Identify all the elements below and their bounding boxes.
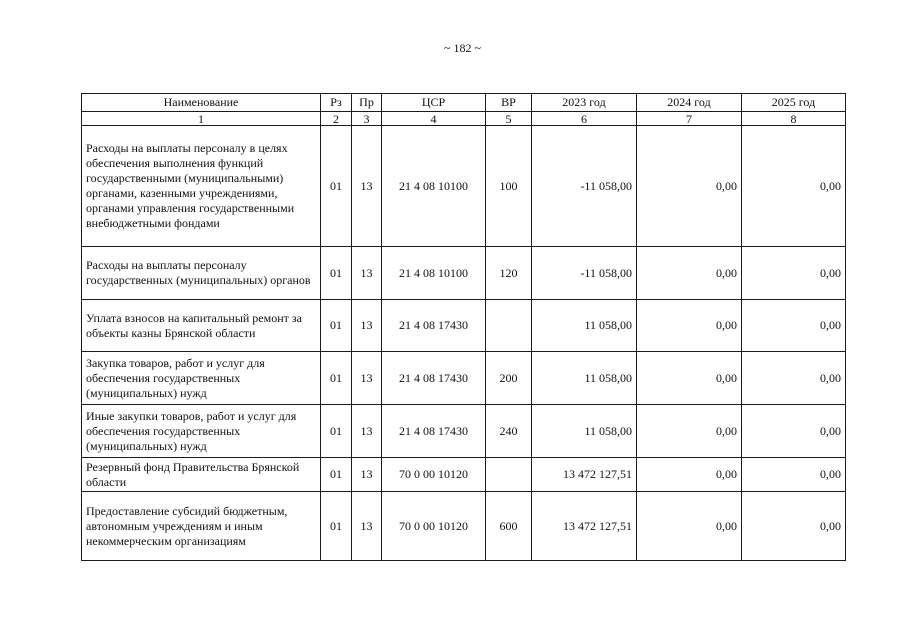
row-2024: 0,00 bbox=[637, 492, 742, 561]
row-2024: 0,00 bbox=[637, 458, 742, 492]
header-2024: 2024 год bbox=[637, 94, 742, 112]
header-2023: 2023 год bbox=[532, 94, 637, 112]
table-row bbox=[82, 352, 846, 405]
row-pr: 13 bbox=[352, 126, 382, 247]
table-row bbox=[82, 492, 846, 561]
row-2023: 11 058,00 bbox=[532, 405, 637, 458]
row-csr: 21 4 08 17430 bbox=[382, 352, 486, 405]
row-2025: 0,00 bbox=[742, 458, 846, 492]
header-rz: Рз bbox=[321, 94, 352, 112]
row-pr: 13 bbox=[352, 458, 382, 492]
row-pr: 13 bbox=[352, 247, 382, 300]
row-2023: 11 058,00 bbox=[532, 300, 637, 352]
column-number: 8 bbox=[742, 112, 846, 126]
row-name: Предоставление субсидий бюджетным, автономным учреждениям и иным некоммерческим организациям bbox=[82, 492, 321, 561]
row-2024: 0,00 bbox=[637, 405, 742, 458]
table-row bbox=[82, 126, 846, 247]
header-vr: ВР bbox=[486, 94, 532, 112]
row-csr: 21 4 08 10100 bbox=[382, 247, 486, 300]
row-vr: 120 bbox=[486, 247, 532, 300]
column-number-row bbox=[82, 112, 846, 126]
row-vr bbox=[486, 458, 532, 492]
row-2024: 0,00 bbox=[637, 300, 742, 352]
row-rz: 01 bbox=[321, 247, 352, 300]
row-name: Расходы на выплаты персоналу государственных (муниципальных) органов bbox=[82, 247, 321, 300]
row-name: Уплата взносов на капитальный ремонт за объекты казны Брянской области bbox=[82, 300, 321, 352]
column-number: 5 bbox=[486, 112, 532, 126]
row-csr: 70 0 00 10120 bbox=[382, 458, 486, 492]
row-name: Иные закупки товаров, работ и услуг для обеспечения государственных (муниципальных) нужд bbox=[82, 405, 321, 458]
page-number: ~ 182 ~ bbox=[444, 41, 481, 55]
row-2025: 0,00 bbox=[742, 126, 846, 247]
row-vr: 200 bbox=[486, 352, 532, 405]
row-2023: 13 472 127,51 bbox=[532, 492, 637, 561]
row-pr: 13 bbox=[352, 405, 382, 458]
table-row bbox=[82, 458, 846, 492]
header-csr: ЦСР bbox=[382, 94, 486, 112]
row-2025: 0,00 bbox=[742, 492, 846, 561]
row-2025: 0,00 bbox=[742, 405, 846, 458]
header-2025: 2025 год bbox=[742, 94, 846, 112]
row-2025: 0,00 bbox=[742, 247, 846, 300]
row-vr bbox=[486, 300, 532, 352]
row-pr: 13 bbox=[352, 300, 382, 352]
row-vr: 100 bbox=[486, 126, 532, 247]
budget-table bbox=[81, 93, 846, 561]
row-2025: 0,00 bbox=[742, 352, 846, 405]
column-number: 2 bbox=[321, 112, 352, 126]
row-rz: 01 bbox=[321, 300, 352, 352]
row-name: Расходы на выплаты персоналу в целях обеспечения выполнения функций государственными (муниципальными) органами, казенными учреждениями, органами управления государственными внебюджетными фондами bbox=[82, 126, 321, 247]
row-pr: 13 bbox=[352, 492, 382, 561]
row-rz: 01 bbox=[321, 126, 352, 247]
row-rz: 01 bbox=[321, 405, 352, 458]
column-number: 1 bbox=[82, 112, 321, 126]
row-pr: 13 bbox=[352, 352, 382, 405]
column-number: 7 bbox=[637, 112, 742, 126]
row-2024: 0,00 bbox=[637, 247, 742, 300]
column-number: 4 bbox=[382, 112, 486, 126]
row-2024: 0,00 bbox=[637, 126, 742, 247]
row-2025: 0,00 bbox=[742, 300, 846, 352]
row-rz: 01 bbox=[321, 458, 352, 492]
header-pr: Пр bbox=[352, 94, 382, 112]
row-2024: 0,00 bbox=[637, 352, 742, 405]
table-row bbox=[82, 300, 846, 352]
row-vr: 600 bbox=[486, 492, 532, 561]
row-csr: 70 0 00 10120 bbox=[382, 492, 486, 561]
row-name: Резервный фонд Правительства Брянской области bbox=[82, 458, 321, 492]
row-csr: 21 4 08 10100 bbox=[382, 126, 486, 247]
row-2023: 13 472 127,51 bbox=[532, 458, 637, 492]
row-rz: 01 bbox=[321, 352, 352, 405]
table-row bbox=[82, 247, 846, 300]
row-vr: 240 bbox=[486, 405, 532, 458]
column-number: 6 bbox=[532, 112, 637, 126]
row-2023: -11 058,00 bbox=[532, 126, 637, 247]
row-2023: 11 058,00 bbox=[532, 352, 637, 405]
row-csr: 21 4 08 17430 bbox=[382, 405, 486, 458]
row-name: Закупка товаров, работ и услуг для обеспечения государственных (муниципальных) нужд bbox=[82, 352, 321, 405]
row-rz: 01 bbox=[321, 492, 352, 561]
table-row bbox=[82, 405, 846, 458]
header-name: Наименование bbox=[82, 94, 321, 112]
column-number: 3 bbox=[352, 112, 382, 126]
header-row bbox=[82, 94, 846, 112]
row-csr: 21 4 08 17430 bbox=[382, 300, 486, 352]
row-2023: -11 058,00 bbox=[532, 247, 637, 300]
